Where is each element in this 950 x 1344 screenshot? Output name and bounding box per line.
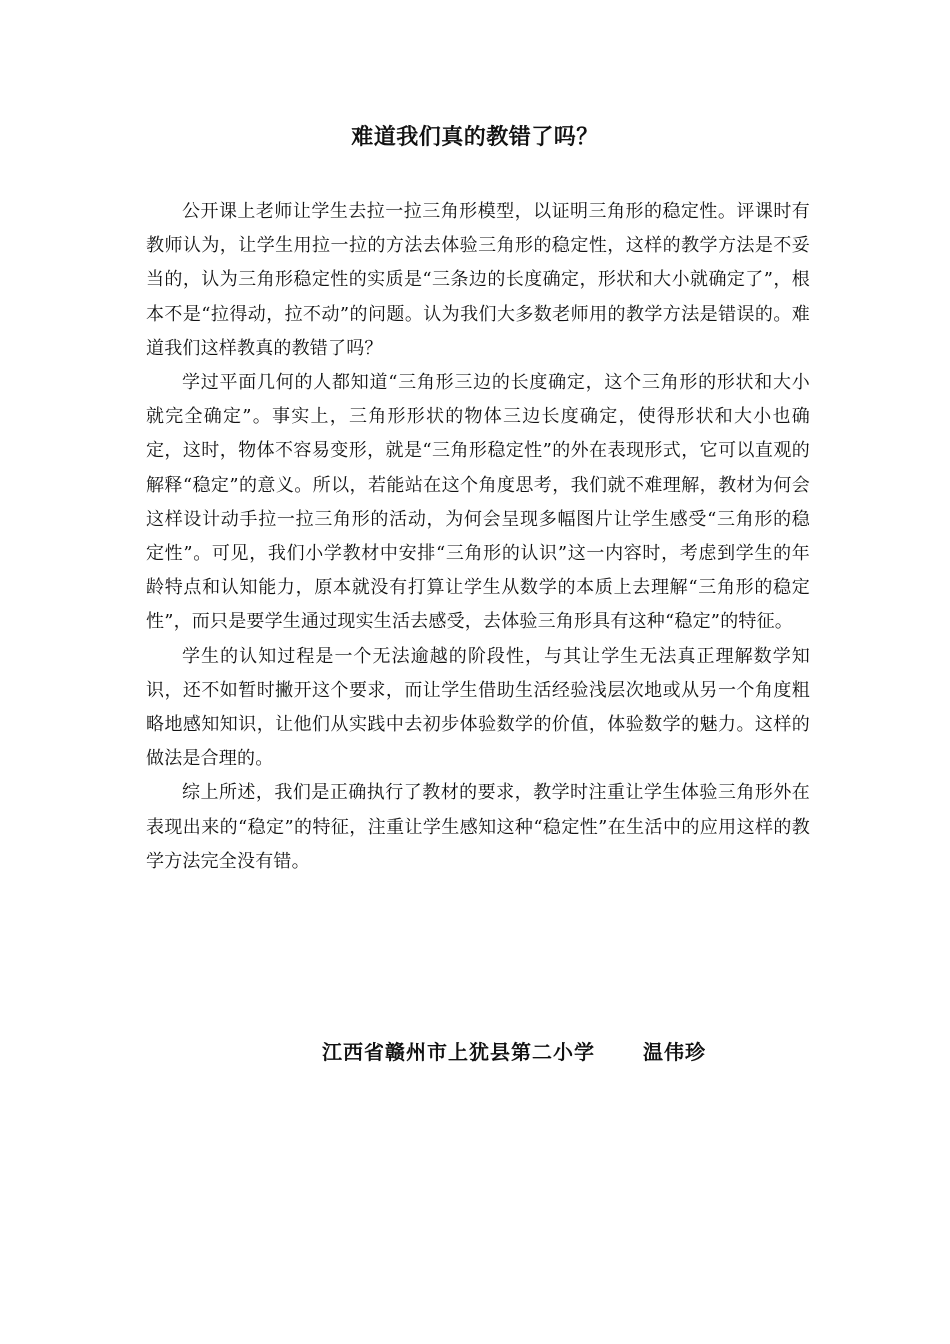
signature-school: 江西省赣州市上犹县第二小学 <box>322 1040 595 1064</box>
signature <box>322 1036 706 1068</box>
signature-author: 温伟珍 <box>643 1040 706 1064</box>
paragraph-2: 学过平面几何的人都知道“三角形三边的长度确定，这个三角形的形状和大小就完全确定”。事实上，三角形形状的物体三边长度确定，使得形状和大小也确定，这时，物体不容易变形，就是“三角形稳定性”的外在表现形式，它可以直观的解释“稳定”的意义。所以，若能站在这个角度思考，我们就不难理解，教材为何会这样设计动手拉一拉三角形的活动，为何会呈现多幅图片让学生感受“三角形的稳定性”。可见，我们小学教材中安排“三角形的认识”这一内容时，考虑到学生的年龄特点和认知能力，原本就没有打算让学生从数学的本质上去理解“三角形的稳定性”，而只是要学生通过现实生活去感受，去体验三角形具有这种“稳定”的特征。 <box>146 372 810 633</box>
paragraph-3: 学生的认知过程是一个无法逾越的阶段性，与其让学生无法真正理解数学知识，还不如暂时撇开这个要求，而让学生借助生活经验浅层次地或从另一个角度粗略地感知知识，让他们从实践中去初步体验数学的价值，体验数学的魅力。这样的做法是合理的。 <box>146 645 810 770</box>
page-title: 难道我们真的教错了吗？ <box>351 124 599 150</box>
paragraph-4: 综上所述，我们是正确执行了教材的要求，教学时注重让学生体验三角形外在表现出来的“稳定”的特征，注重让学生感知这种“稳定性”在生活中的应用这样的教学方法完全没有错。 <box>146 782 810 872</box>
paragraph-1: 公开课上老师让学生去拉一拉三角形模型，以证明三角形的稳定性。评课时有教师认为，让学生用拉一拉的方法去体验三角形的稳定性，这样的教学方法是不妥当的，认为三角形稳定性的实质是“三条边的长度确定，形状和大小就确定了”，根本不是“拉得动，拉不动”的问题。认为我们大多数老师用的教学方法是错误的。难道我们这样教真的教错了吗？ <box>146 201 810 359</box>
article-body <box>146 195 810 879</box>
